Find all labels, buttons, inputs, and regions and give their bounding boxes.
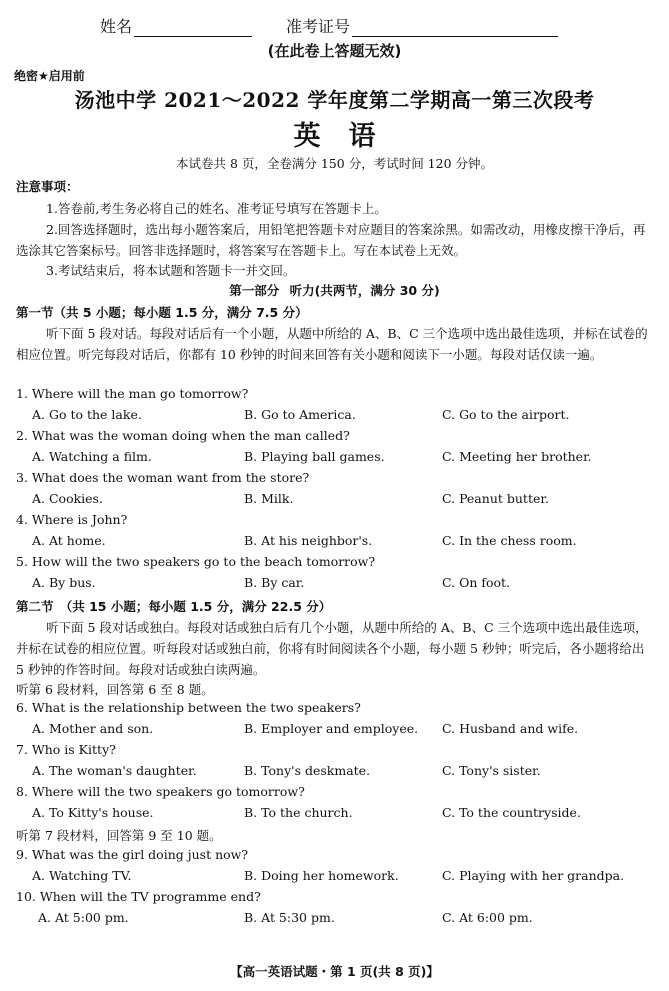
question-2: 2. What was the woman doing when the man called?	[16, 428, 350, 443]
question-10: 10. When will the TV programme end?	[16, 889, 261, 904]
q10-option-c: C. At 6:00 pm.	[442, 910, 533, 925]
answer-notice: (在此卷上答题无效)	[267, 42, 402, 60]
instruction-2: 2.回答选择题时，选出每小题答案后，用铅笔把答题卡对应题目的答案涂黑。如需改动，用橡皮擦干净后，再选涂其它答案标号。回答非选择题时，将答案写在答题卡上。写在本试卷上无效。	[16, 222, 646, 258]
q4-option-c: C. In the chess room.	[442, 533, 577, 548]
exam-title: 汤池中学 2021～2022 学年度第二学期高一第三次段考	[74, 88, 595, 112]
section-two-heading: 第二节 （共 15 小题；每小题 1.5 分，满分 22.5 分）	[16, 599, 332, 614]
q9-option-c: C. Playing with her grandpa.	[442, 868, 625, 883]
q8-option-a: A. To Kitty's house.	[32, 805, 154, 820]
q7-option-a: A. The woman's daughter.	[32, 763, 197, 778]
q8-option-c: C. To the countryside.	[442, 805, 581, 820]
secret-label: 绝密★启用前	[14, 69, 85, 83]
exam-id-field	[286, 14, 558, 37]
q3-option-a: A. Cookies.	[32, 491, 103, 506]
page-footer: 【高一英语试题・第 1 页(共 8 页)】	[230, 964, 439, 979]
exam-intro: 本试卷共 8 页，全卷满分 150 分，考试时间 120 分钟。	[175, 156, 493, 171]
q8-option-b: B. To the church.	[244, 805, 353, 820]
question-3: 3. What does the woman want from the store?	[16, 470, 310, 485]
subject-char-2: 语	[348, 121, 376, 152]
instructions-heading: 注意事项：	[16, 179, 79, 194]
name-blank	[134, 20, 252, 37]
part-one-label: 第一部分	[229, 283, 280, 298]
material-7-instruction: 听第 7 段材料，回答第 9 至 10 题。	[16, 828, 222, 843]
name-field	[100, 14, 252, 37]
question-7: 7. Who is Kitty?	[16, 742, 116, 757]
exam-id-blank	[352, 20, 558, 37]
question-6: 6. What is the relationship between the two speakers?	[16, 700, 361, 715]
section-one-heading: 第一节（共 5 小题；每小题 1.5 分，满分 7.5 分）	[16, 305, 308, 320]
q6-option-b: B. Employer and employee.	[244, 721, 419, 736]
q3-option-b: B. Milk.	[244, 491, 294, 506]
part-one-desc: 听力(共两节，满分 30 分)	[289, 283, 440, 298]
section-one-desc: 听下面 5 段对话。每段对话后有一个小题，从题中所给的 A、B、C 三个选项中选出最佳选项，并标在试卷的相应位置。听完每段对话后，你都有 10 秒钟的时间来回答有关小题和阅读下一小题。每段对话仅读一遍。	[16, 326, 648, 362]
q5-option-b: B. By car.	[244, 575, 305, 590]
subject-title	[0, 114, 669, 153]
q1-option-b: B. Go to America.	[244, 407, 356, 422]
q4-option-b: B. At his neighbor's.	[244, 533, 373, 548]
section-two-desc: 听下面 5 段对话或独白。每段对话或独白后有几个小题，从题中所给的 A、B、C 三个选项中选出最佳选项，并标在试卷的相应位置。听每段对话或独白前，你将有时间阅读各个小题，每小题 5 秒钟；听完后，各小题将给出 5 秒钟的作答时间。每段对话或独白读两遍。	[16, 620, 648, 677]
material-6-instruction: 听第 6 段材料，回答第 6 至 8 题。	[16, 682, 214, 697]
subject-char-1: 英	[293, 121, 321, 152]
q5-option-c: C. On foot.	[442, 575, 511, 590]
question-8: 8. Where will the two speakers go tomorrow?	[16, 784, 305, 799]
q6-option-a: A. Mother and son.	[32, 721, 154, 736]
q1-option-c: C. Go to the airport.	[442, 407, 570, 422]
question-1: 1. Where will the man go tomorrow?	[16, 386, 249, 401]
q9-option-a: A. Watching TV.	[32, 868, 132, 883]
q6-option-c: C. Husband and wife.	[442, 721, 579, 736]
q4-option-a: A. At home.	[32, 533, 106, 548]
q2-option-a: A. Watching a film.	[32, 449, 152, 464]
q7-option-c: C. Tony's sister.	[442, 763, 541, 778]
q10-option-a: A. At 5:00 pm.	[38, 910, 129, 925]
instruction-3: 3.考试结束后，将本试题和答题卡一并交回。	[46, 263, 296, 278]
q7-option-b: B. Tony's deskmate.	[244, 763, 371, 778]
part-one-title	[0, 281, 669, 299]
question-5: 5. How will the two speakers go to the beach tomorrow?	[16, 554, 376, 569]
question-4: 4. Where is John?	[16, 512, 128, 527]
q10-option-b: B. At 5:30 pm.	[244, 910, 335, 925]
q2-option-b: B. Playing ball games.	[244, 449, 385, 464]
question-9: 9. What was the girl doing just now?	[16, 847, 249, 862]
q5-option-a: A. By bus.	[32, 575, 96, 590]
q2-option-c: C. Meeting her brother.	[442, 449, 592, 464]
q1-option-a: A. Go to the lake.	[32, 407, 142, 422]
candidate-fields	[100, 14, 580, 38]
q3-option-c: C. Peanut butter.	[442, 491, 549, 506]
exam-id-label: 准考证号	[286, 17, 351, 36]
q9-option-b: B. Doing her homework.	[244, 868, 399, 883]
name-label: 姓名	[100, 17, 133, 36]
instruction-1: 1.答卷前,考生务必将自己的姓名、准考证号填写在答题卡上。	[46, 201, 387, 216]
